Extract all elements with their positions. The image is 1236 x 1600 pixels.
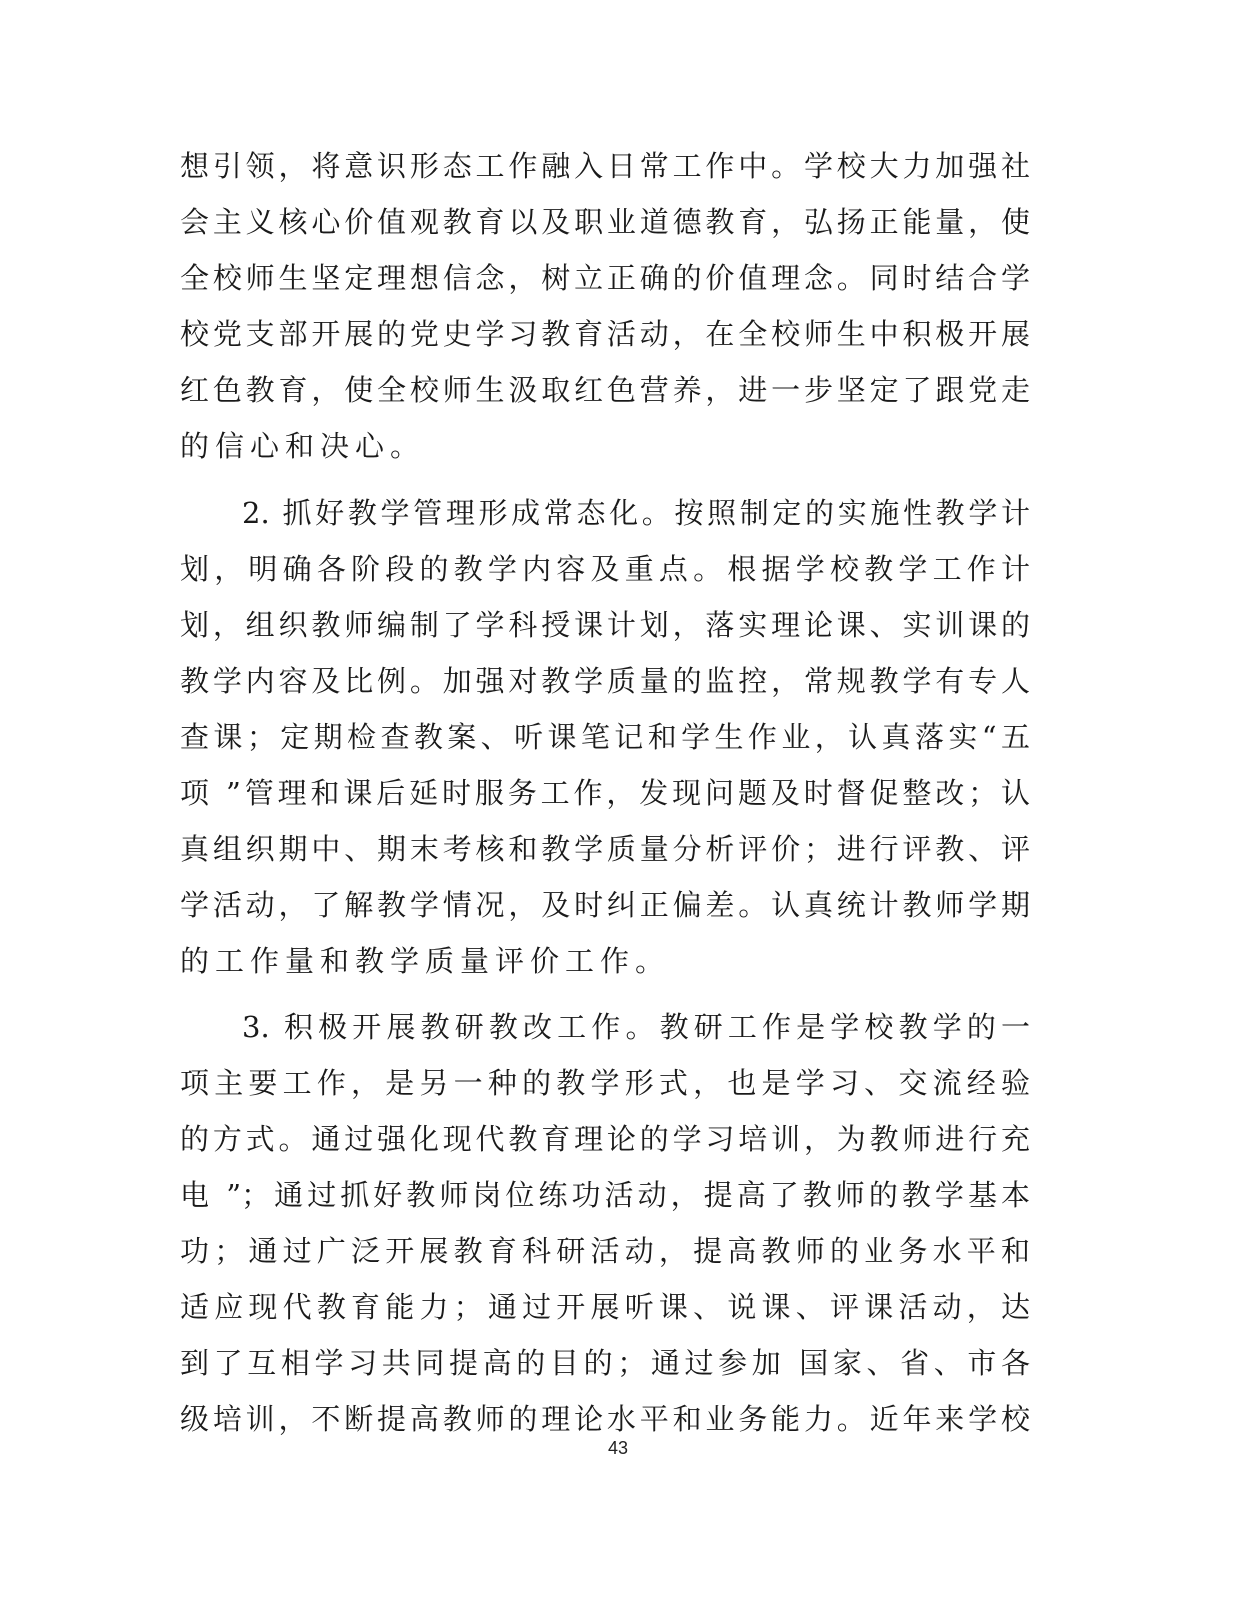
paragraph-3-line-2: 项主要工作，是另一种的教学形式，也是学习、交流经验 [180, 1066, 1030, 1100]
paragraph-3-line-7: 到了互相学习共同提高的目的；通过参加 国家、省、市各 [180, 1346, 1030, 1380]
paragraph-2-line-7: 真组织期中、期末考核和教学质量分析评价；进行评教、评 [180, 832, 1030, 866]
paragraph-2-line-9: 的工作量和教学质量评价工作。 [180, 944, 671, 978]
paragraph-2-line-3: 划，组织教师编制了学科授课计划，落实理论课、实训课的 [180, 608, 1030, 642]
paragraph-2-line-6: 项 ”管理和课后延时服务工作，发现问题及时督促整改；认 [180, 776, 1030, 810]
paragraph-1-line-1: 想引领，将意识形态工作融入日常工作中。学校大力加强社 [180, 149, 1030, 183]
paragraph-3-line-3: 的方式。通过强化现代教育理论的学习培训，为教师进行充 [180, 1122, 1030, 1156]
paragraph-1-line-2: 会主义核心价值观教育以及职业道德教育，弘扬正能量，使 [180, 205, 1030, 239]
paragraph-2-line-4: 教学内容及比例。加强对教学质量的监控，常规教学有专人 [180, 664, 1030, 698]
paragraph-1-line-4: 校党支部开展的党史学习教育活动，在全校师生中积极开展 [180, 317, 1030, 351]
paragraph-3-line-8: 级培训，不断提高教师的理论水平和业务能力。近年来学校 [180, 1402, 1030, 1436]
paragraph-3-line-5: 功；通过广泛开展教育科研活动，提高教师的业务水平和 [180, 1234, 1030, 1268]
paragraph-2-line-2: 划，明确各阶段的教学内容及重点。根据学校教学工作计 [180, 552, 1030, 586]
paragraph-1-line-5: 红色教育，使全校师生汲取红色营养，进一步坚定了跟党走 [180, 373, 1030, 407]
paragraph-3-line-1: 3. 积极开展教研教改工作。教研工作是学校教学的一 [242, 1010, 1030, 1044]
paragraph-3-line-6: 适应现代教育能力；通过开展听课、说课、评课活动，达 [180, 1290, 1030, 1324]
paragraph-2-line-5: 查课；定期检查教案、听课笔记和学生作业，认真落实“五 [180, 720, 1030, 754]
paragraph-1-line-3: 全校师生坚定理想信念，树立正确的价值理念。同时结合学 [180, 261, 1030, 295]
page-number: 43 [607, 1438, 629, 1458]
paragraph-2-line-8: 学活动，了解教学情况，及时纠正偏差。认真统计教师学期 [180, 888, 1030, 922]
paragraph-2-line-1: 2. 抓好教学管理形成常态化。按照制定的实施性教学计 [242, 496, 1030, 530]
paragraph-3-line-4: 电 ”；通过抓好教师岗位练功活动，提高了教师的教学基本 [180, 1178, 1030, 1212]
paragraph-1-line-6: 的信心和决心。 [180, 429, 426, 463]
